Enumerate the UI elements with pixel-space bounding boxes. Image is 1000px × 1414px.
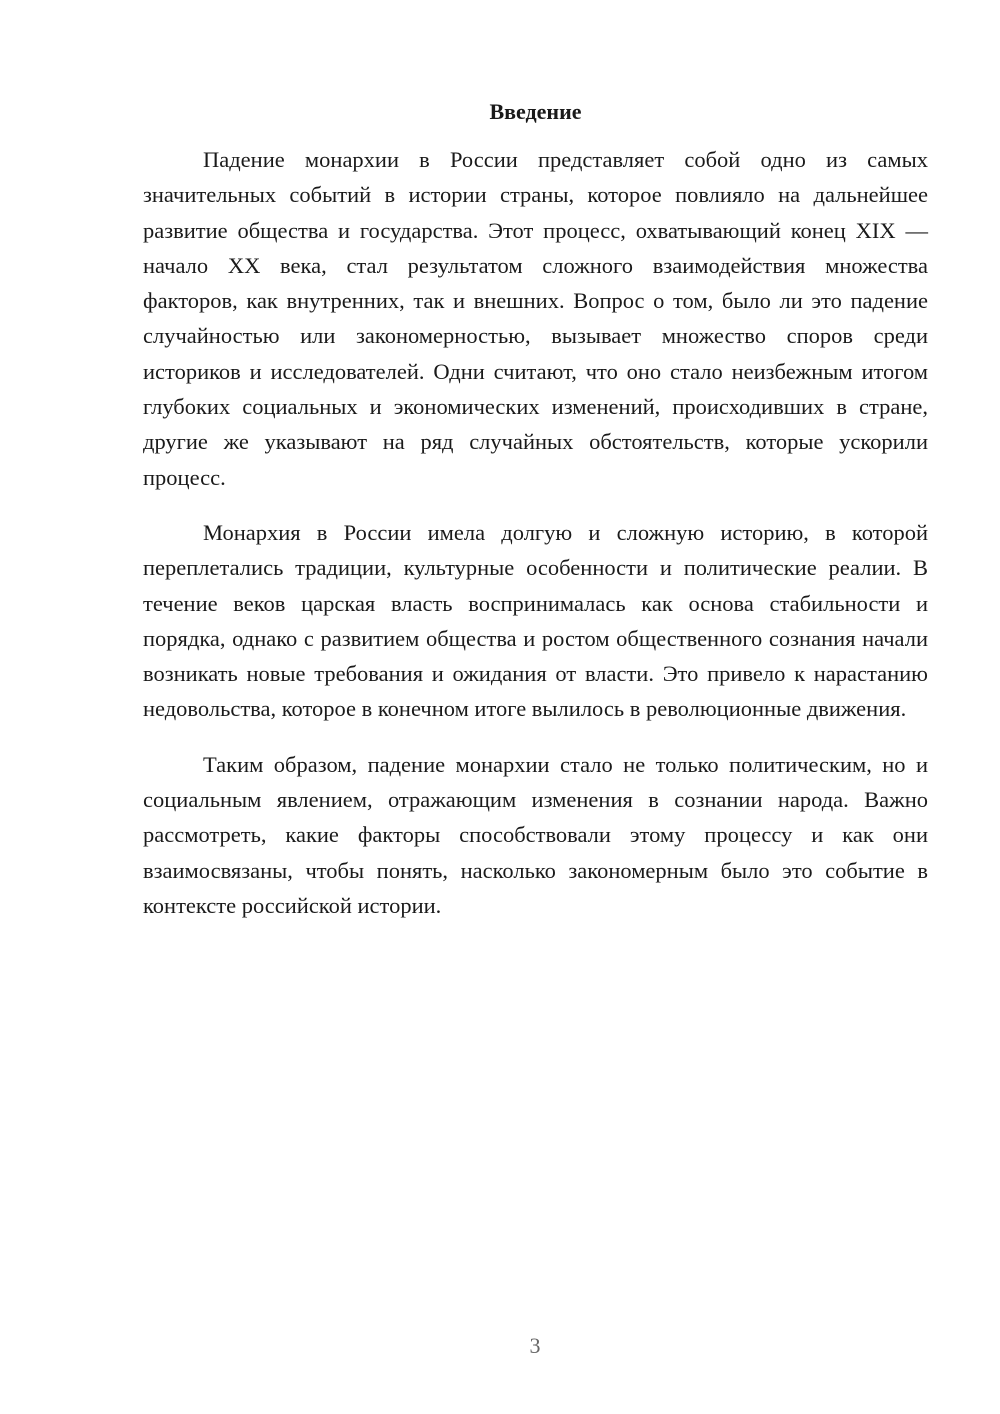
page-number: 3 — [529, 1333, 541, 1358]
paragraph-3: Таким образом, падение монархии стало не только политическим, но и социальным явлением, отражающим изменения в сознании народа. Важно рассмотреть, какие факторы способствовали этому процессу и как они взаимосвязаны, чтобы понять, насколько закономерным было это событие в контексте российской истории. — [143, 751, 928, 918]
section-title: Введение — [489, 99, 582, 124]
paragraph-1: Падение монархии в России представляет собой одно из самых значительных событий в истории страны, которое повлияло на дальнейшее развитие общества и государства. Этот процесс, охватывающий конец XIX — начало XX века, стал результатом сложного взаимодействия множества факторов, как внутренних, так и внешних. Вопрос о том, было ли это падение случайностью или закономерностью, вызывает множество споров среди историков и исследователей. Одни считают, что оно стало неизбежным итогом глубоких социальных и экономических изменений, происходивших в стране, другие же указывают на ряд случайных обстоятельств, которые ускорили процесс. — [143, 147, 928, 490]
paragraph-2: Монархия в России имела долгую и сложную историю, в которой переплетались традиции, культурные особенности и политические реалии. В течение веков царская власть воспринималась как основа стабильности и порядка, однако с развитием общества и ростом общественного сознания начали возникать новые требования и ожидания от власти. Это привело к нарастанию недовольства, которое в конечном итоге вылилось в революционные движения. — [143, 519, 928, 722]
body-text — [143, 142, 928, 943]
